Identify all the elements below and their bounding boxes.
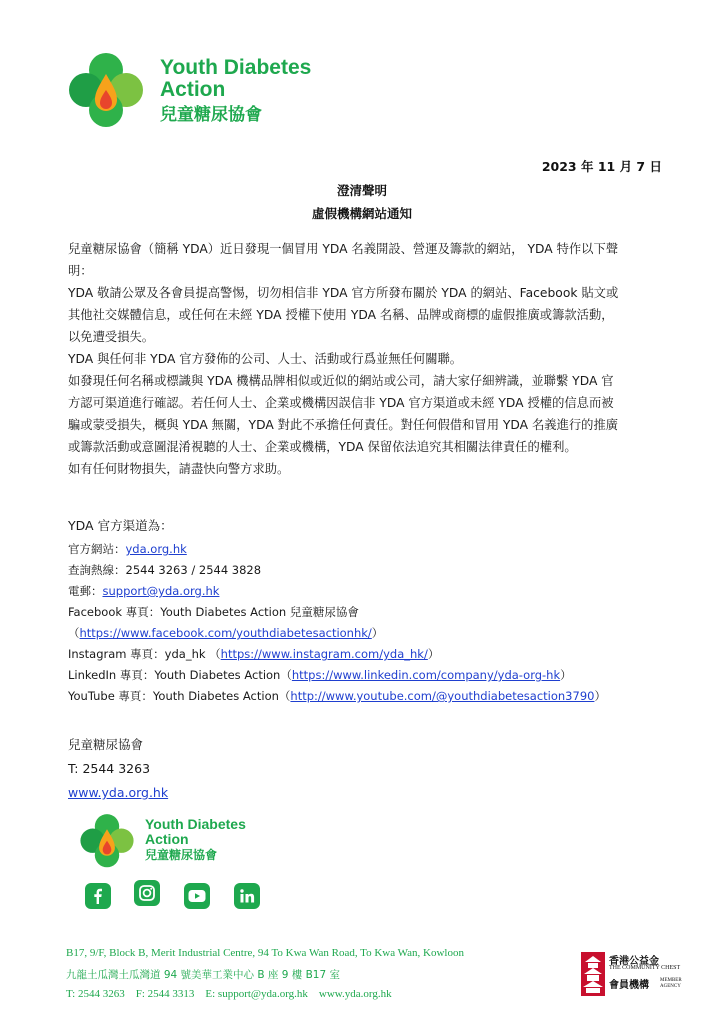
youtube-label: YouTube 專頁：Youth Diabetes Action（ (68, 689, 291, 703)
email-link[interactable]: support@yda.org.hk (102, 584, 220, 598)
member-agency-en: MEMBER AGENCY (660, 978, 682, 989)
body-line: 或籌款活動或意圖混淆視聽的人士、企業或機構，YDA 保留依法追究其相關法律責任的權利。 (68, 440, 577, 454)
signature-org: 兒童糖尿協會 (68, 737, 144, 752)
facebook-close-paren: ） (371, 626, 384, 640)
logo-title-line2: Action (160, 78, 226, 101)
community-chest-en: THE COMMUNITY CHEST (609, 965, 681, 971)
body-line: 騙或蒙受損失，概與 YDA 無關，YDA 對此不承擔任何責任。對任何假借和冒用 YDA 名義進行的推廣 (68, 418, 619, 432)
instagram-row (68, 644, 688, 665)
letter-date: 2023 年 11 月 7 日 (541, 159, 662, 174)
facebook-row: Facebook 專頁：Youth Diabetes Action 兒童糖尿協會 (68, 605, 359, 619)
signature-phone: T: 2544 3263 (68, 761, 151, 776)
facebook-link[interactable]: https://www.facebook.com/youthdiabetesactionhk/ (79, 626, 372, 640)
body-line: YDA 與任何非 YDA 官方發佈的公司、人士、活動或行爲並無任何關聯。 (68, 352, 463, 366)
instagram-icon[interactable] (134, 880, 160, 906)
email-row (68, 581, 688, 602)
email-label: 電郵： (68, 584, 103, 598)
facebook-icon[interactable] (85, 883, 111, 909)
website-label: 官方網站： (68, 542, 126, 556)
youtube-close-paren: ） (594, 689, 606, 703)
signature-web-link[interactable]: www.yda.org.hk (68, 785, 169, 800)
instagram-link[interactable]: https://www.instagram.com/yda_hk/ (220, 647, 428, 661)
community-chest-pagoda-icon (581, 952, 605, 996)
community-chest-badge (581, 952, 691, 998)
footer-contacts: T: 2544 3263 F: 2544 3313 E: support@yda.org.hk www.yda.org.hk (66, 988, 392, 1000)
linkedin-link[interactable]: https://www.linkedin.com/company/yda-org-hk (291, 668, 561, 682)
body-line: YDA 敬請公眾及各會員提高警惕，切勿相信非 YDA 官方所發布關於 YDA 的網站、Facebook 貼文或 (68, 286, 619, 300)
footer-logo-line1: Youth Diabetes (145, 816, 246, 832)
linkedin-icon[interactable] (234, 883, 260, 909)
body-line: 以免遭受損失。 (68, 330, 155, 344)
body-line: 方認可渠道進行確認。若任何人士、企業或機構因誤信非 YDA 官方渠道或未經 YDA 授權的信息而被 (68, 396, 614, 410)
footer-logo-zh: 兒童糖尿協會 (145, 848, 218, 862)
yda-flower-logo-icon (78, 812, 136, 868)
youtube-icon[interactable] (184, 883, 210, 909)
community-chest-zh: 香港公益金 (609, 956, 659, 967)
yda-flower-logo-icon (66, 50, 146, 128)
linkedin-label: LinkedIn 專頁：Youth Diabetes Action（ (68, 668, 292, 682)
website-link[interactable]: yda.org.hk (125, 542, 187, 556)
body-line: 兒童糖尿協會（簡稱 YDA）近日發現一個冒用 YDA 名義開設、營運及籌款的網站， YDA 特作以下聲 (68, 242, 619, 256)
instagram-label: Instagram 專頁：yda_hk （ (68, 647, 221, 661)
member-agency-zh: 會員機構 (609, 980, 649, 991)
facebook-open-paren: （ (68, 626, 80, 640)
body-line: 如有任何財物損失，請盡快向警方求助。 (68, 462, 290, 476)
footer-logo (78, 812, 278, 868)
logo-title-zh: 兒童糖尿協會 (160, 105, 262, 125)
linkedin-row (68, 665, 688, 686)
header-logo (66, 50, 316, 128)
hotline-row: 查詢熱線：2544 3263 / 2544 3828 (68, 563, 262, 577)
instagram-close-paren: ） (427, 647, 440, 661)
youtube-row (68, 686, 688, 707)
website-row (68, 539, 688, 560)
footer-address-en: B17, 9/F, Block B, Merit Industrial Centre, 94 To Kwa Wan Road, To Kwa Wan, Kowloon (66, 947, 464, 959)
youtube-link[interactable]: http://www.youtube.com/@youthdiabetesaction3790 (290, 689, 595, 703)
official-channels (68, 515, 688, 707)
facebook-url-row (68, 623, 688, 644)
body-line: 其他社交媒體信息，或任何在未經 YDA 授權下使用 YDA 名稱、品牌或商標的虛假推廣或籌款活動， (68, 308, 614, 322)
statement-body (68, 238, 668, 480)
footer-address-zh: 九龍土瓜灣土瓜灣道 94 號美華工業中心 B 座 9 樓 B17 室 (66, 969, 341, 981)
linkedin-close-paren: ） (560, 668, 572, 682)
body-line: 明： (68, 264, 93, 278)
footer-logo-line2: Action (145, 831, 189, 847)
logo-title-line1: Youth Diabetes (160, 56, 312, 79)
page-subtitle: 虛假機構網站通知 (311, 206, 412, 221)
channels-heading: YDA 官方渠道為： (68, 518, 173, 533)
body-line: 如發現任何名稱或標識與 YDA 機構品牌相似或近似的網站或公司，請大家仔細辨識，並聯繫 YDA 官 (68, 374, 614, 388)
page-title: 澄清聲明 (336, 183, 387, 198)
signature-block (68, 733, 168, 805)
